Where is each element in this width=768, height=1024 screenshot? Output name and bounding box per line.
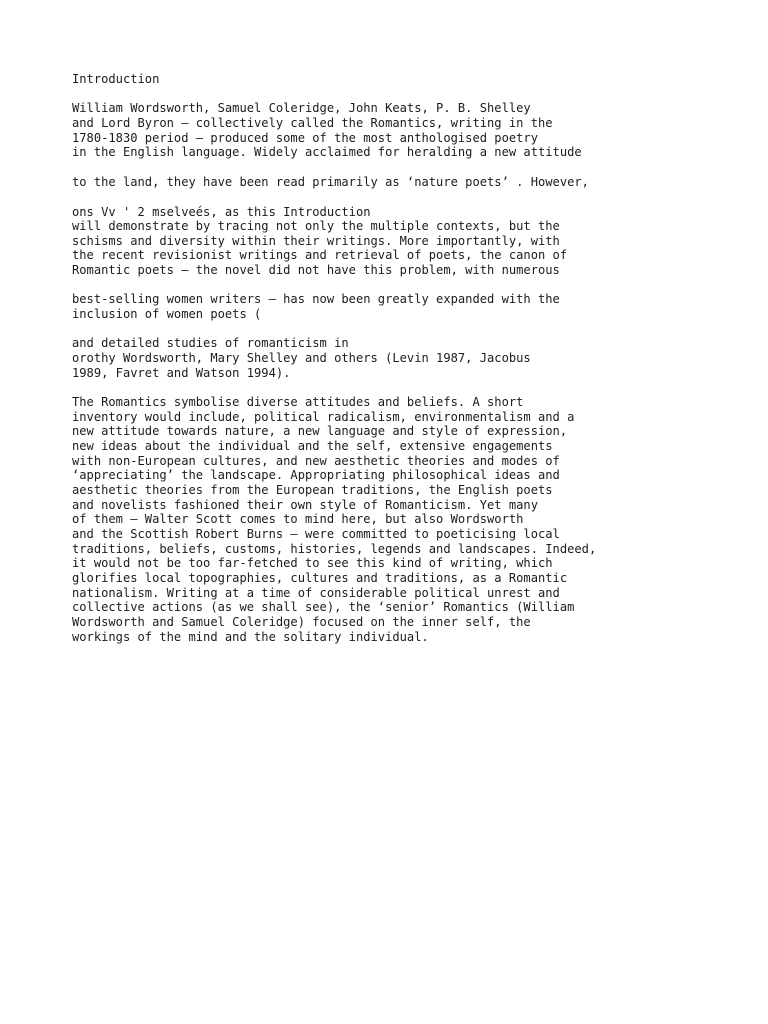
text-line: nationalism. Writing at a time of considerable political unrest and	[72, 586, 560, 600]
text-line: 1989, Favret and Watson 1994).	[72, 366, 291, 380]
text-line: and novelists fashioned their own style of Romanticism. Yet many	[72, 498, 538, 512]
text-line: orothy Wordsworth, Mary Shelley and others (Levin 1987, Jacobus	[72, 351, 531, 365]
text-line: ‘appreciating’ the landscape. Appropriating philosophical ideas and	[72, 468, 560, 482]
text-line: in the English language. Widely acclaimed for heralding a new attitude	[72, 145, 582, 159]
text-line: new ideas about the individual and the self, extensive engagements	[72, 439, 553, 453]
text-line: the recent revisionist writings and retrieval of poets, the canon of	[72, 248, 568, 262]
text-line: Romantic poets — the novel did not have this problem, with numerous	[72, 263, 560, 277]
text-line: William Wordsworth, Samuel Coleridge, John Keats, P. B. Shelley	[72, 101, 531, 115]
text-line: ons Vv ' 2 mselveés, as this Introduction	[72, 205, 371, 219]
text-line: and Lord Byron — collectively called the Romantics, writing in the	[72, 116, 553, 130]
text-line: to the land, they have been read primarily as ‘nature poets’ . However,	[72, 175, 589, 189]
document-heading: Introduction	[72, 72, 160, 86]
text-line: best-selling women writers — has now been greatly expanded with the	[72, 292, 560, 306]
text-line: with non-European cultures, and new aesthetic theories and modes of	[72, 454, 560, 468]
text-line: new attitude towards nature, a new language and style of expression,	[72, 424, 568, 438]
text-line: of them — Walter Scott comes to mind here, but also Wordsworth	[72, 512, 524, 526]
text-line: inclusion of women poets (	[72, 307, 262, 321]
text-line: collective actions (as we shall see), the ‘senior’ Romantics (William	[72, 600, 575, 614]
text-line: glorifies local topographies, cultures and traditions, as a Romantic	[72, 571, 568, 585]
text-line: will demonstrate by tracing not only the multiple contexts, but the	[72, 219, 560, 233]
text-line: aesthetic theories from the European traditions, the English poets	[72, 483, 553, 497]
text-line: inventory would include, political radicalism, environmentalism and a	[72, 410, 575, 424]
text-line: traditions, beliefs, customs, histories, legends and landscapes. Indeed,	[72, 542, 597, 556]
text-line: 1780-1830 period — produced some of the most anthologised poetry	[72, 131, 538, 145]
text-line: schisms and diversity within their writings. More importantly, with	[72, 234, 560, 248]
text-line: and detailed studies of romanticism in	[72, 336, 349, 350]
text-line: workings of the mind and the solitary individual.	[72, 630, 429, 644]
text-line: and the Scottish Robert Burns — were committed to poeticising local	[72, 527, 560, 541]
text-line: Wordsworth and Samuel Coleridge) focused on the inner self, the	[72, 615, 531, 629]
text-line: The Romantics symbolise diverse attitudes and beliefs. A short	[72, 395, 524, 409]
text-line: it would not be too far-fetched to see this kind of writing, which	[72, 556, 553, 570]
